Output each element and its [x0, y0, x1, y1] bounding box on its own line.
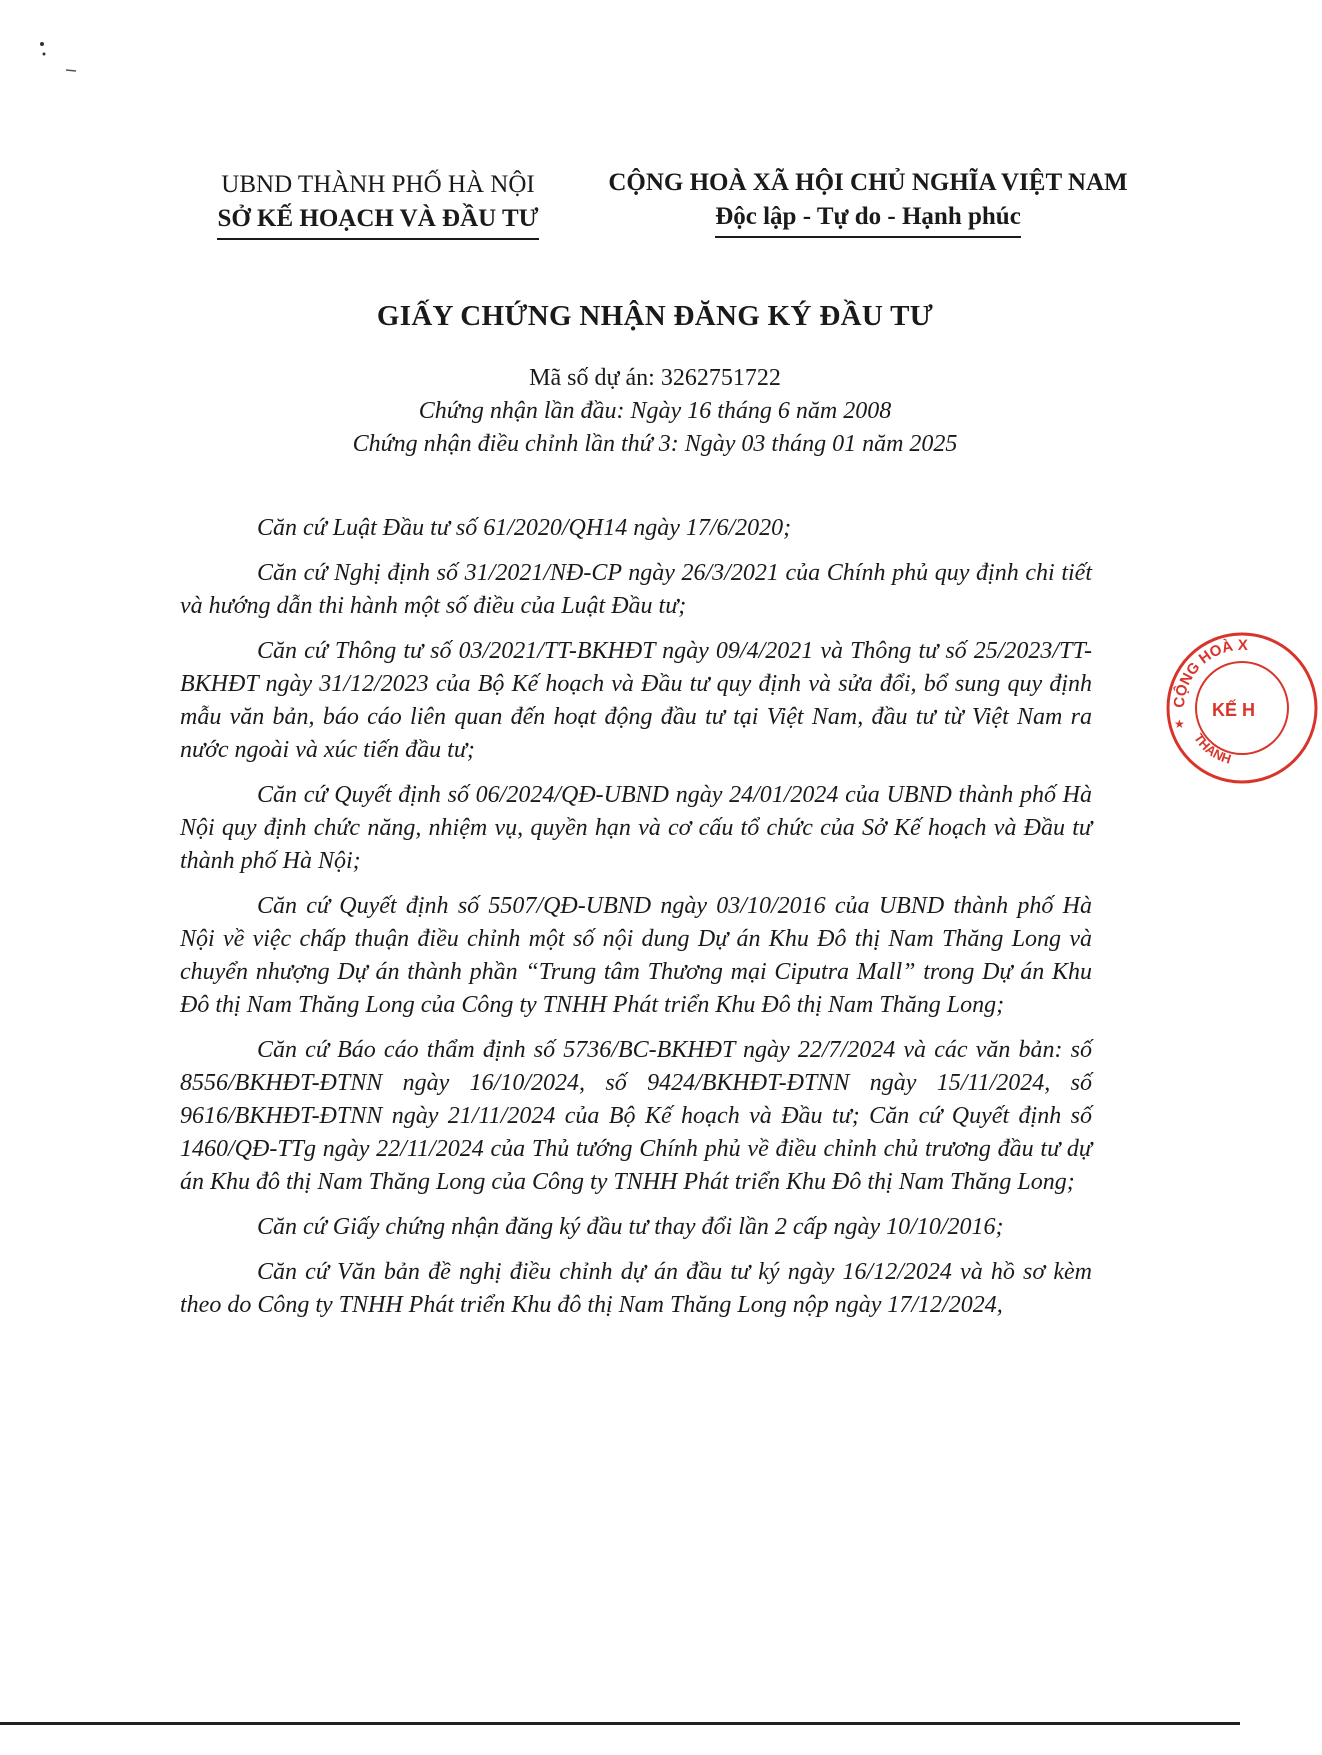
seal-bottom-text: THÀNH [1191, 730, 1233, 767]
issuing-authority [193, 168, 563, 240]
basis-paragraph: Căn cứ Giấy chứng nhận đăng ký đầu tư thay đổi lần 2 cấp ngày 10/10/2016; [257, 1214, 1004, 1240]
page-bottom-rule [0, 1722, 1240, 1725]
official-seal [1162, 628, 1322, 788]
basis-paragraph: Căn cứ Thông tư số 03/2021/TT-BKHĐT ngày 09/4/2021 và Thông tư số 25/2023/TT-BKHĐT ngày 31/12/2023 của Bộ Kế hoạch và Đầu tư quy định và sửa đổi, bổ sung quy định mẫu văn bản, báo cáo liên quan đến hoạt động đầu tư tại Việt Nam, đầu tư từ Việt Nam ra nước ngoài và xúc tiến đầu tư; [180, 638, 1092, 763]
basis-paragraph: Căn cứ Nghị định số 31/2021/NĐ-CP ngày 26/3/2021 của Chính phủ quy định chi tiết và hướng dẫn thi hành một số điều của Luật Đầu tư; [180, 560, 1092, 619]
seal-inner-text: KẾ H [1212, 700, 1256, 720]
adjusted-date: Chứng nhận điều chỉnh lần thứ 3: Ngày 03 tháng 01 năm 2025 [352, 431, 958, 457]
department-name: SỞ KẾ HOẠCH VÀ ĐẦU TƯ [217, 202, 538, 240]
national-motto: Độc lập - Tự do - Hạnh phúc [715, 200, 1021, 238]
basis-paragraph: Căn cứ Quyết định số 06/2024/QĐ-UBND ngày 24/01/2024 của UBND thành phố Hà Nội quy định chức năng, nhiệm vụ, quyền hạn và cơ cấu tổ chức của Sở Kế hoạch và Đầu tư thành phố Hà Nội; [180, 782, 1092, 874]
national-heading [588, 166, 1148, 238]
document-title: GIẤY CHỨNG NHẬN ĐĂNG KÝ ĐẦU TƯ [376, 300, 934, 332]
seal-ring-text: CỘNG HOÀ X [1170, 636, 1248, 709]
basis-paragraph: Căn cứ Báo cáo thẩm định số 5736/BC-BKHĐT ngày 22/7/2024 và các văn bản: số 8556/BKHĐT-ĐTNN ngày 16/10/2024, số 9424/BKHĐT-ĐTNN ngày 15/11/2024, số 9616/BKHĐT-ĐTNN ngày 21/11/2024 của Bộ Kế hoạch và Đầu tư; Căn cứ Quyết định số 1460/QĐ-TTg ngày 22/11/2024 của Thủ tướng Chính phủ về điều chỉnh chủ trương đầu tư dự án Khu đô thị Nam Thăng Long của Công ty TNHH Phát triển Khu Đô thị Nam Thăng Long; [180, 1037, 1092, 1195]
project-code: Mã số dự án: 3262751722 [529, 365, 781, 391]
scan-mark [38, 40, 78, 80]
basis-paragraph: Căn cứ Quyết định số 5507/QĐ-UBND ngày 03/10/2016 của UBND thành phố Hà Nội về việc chấp thuận điều chỉnh một số nội dung Dự án Khu Đô thị Nam Thăng Long và chuyển nhượng Dự án thành phần “Trung tâm Thương mại Ciputra Mall” trong Dự án Khu Đô thị Nam Thăng Long của Công ty TNHH Phát triển Khu Đô thị Nam Thăng Long; [180, 893, 1092, 1018]
legal-basis [180, 512, 1092, 1334]
city-committee: UBND THÀNH PHỐ HÀ NỘI [221, 171, 535, 198]
nation-name: CỘNG HOÀ XÃ HỘI CHỦ NGHĨA VIỆT NAM [608, 169, 1128, 196]
first-certified-date: Chứng nhận lần đầu: Ngày 16 tháng 6 năm 2008 [418, 398, 892, 424]
seal-star: ★ [1174, 717, 1185, 731]
basis-paragraph: Căn cứ Luật Đầu tư số 61/2020/QH14 ngày 17/6/2020; [257, 515, 792, 541]
certificate-meta [180, 362, 1130, 461]
basis-paragraph: Căn cứ Văn bản đề nghị điều chỉnh dự án đầu tư ký ngày 16/12/2024 và hồ sơ kèm theo do Công ty TNHH Phát triển Khu đô thị Nam Thăng Long nộp ngày 17/12/2024, [180, 1259, 1092, 1318]
